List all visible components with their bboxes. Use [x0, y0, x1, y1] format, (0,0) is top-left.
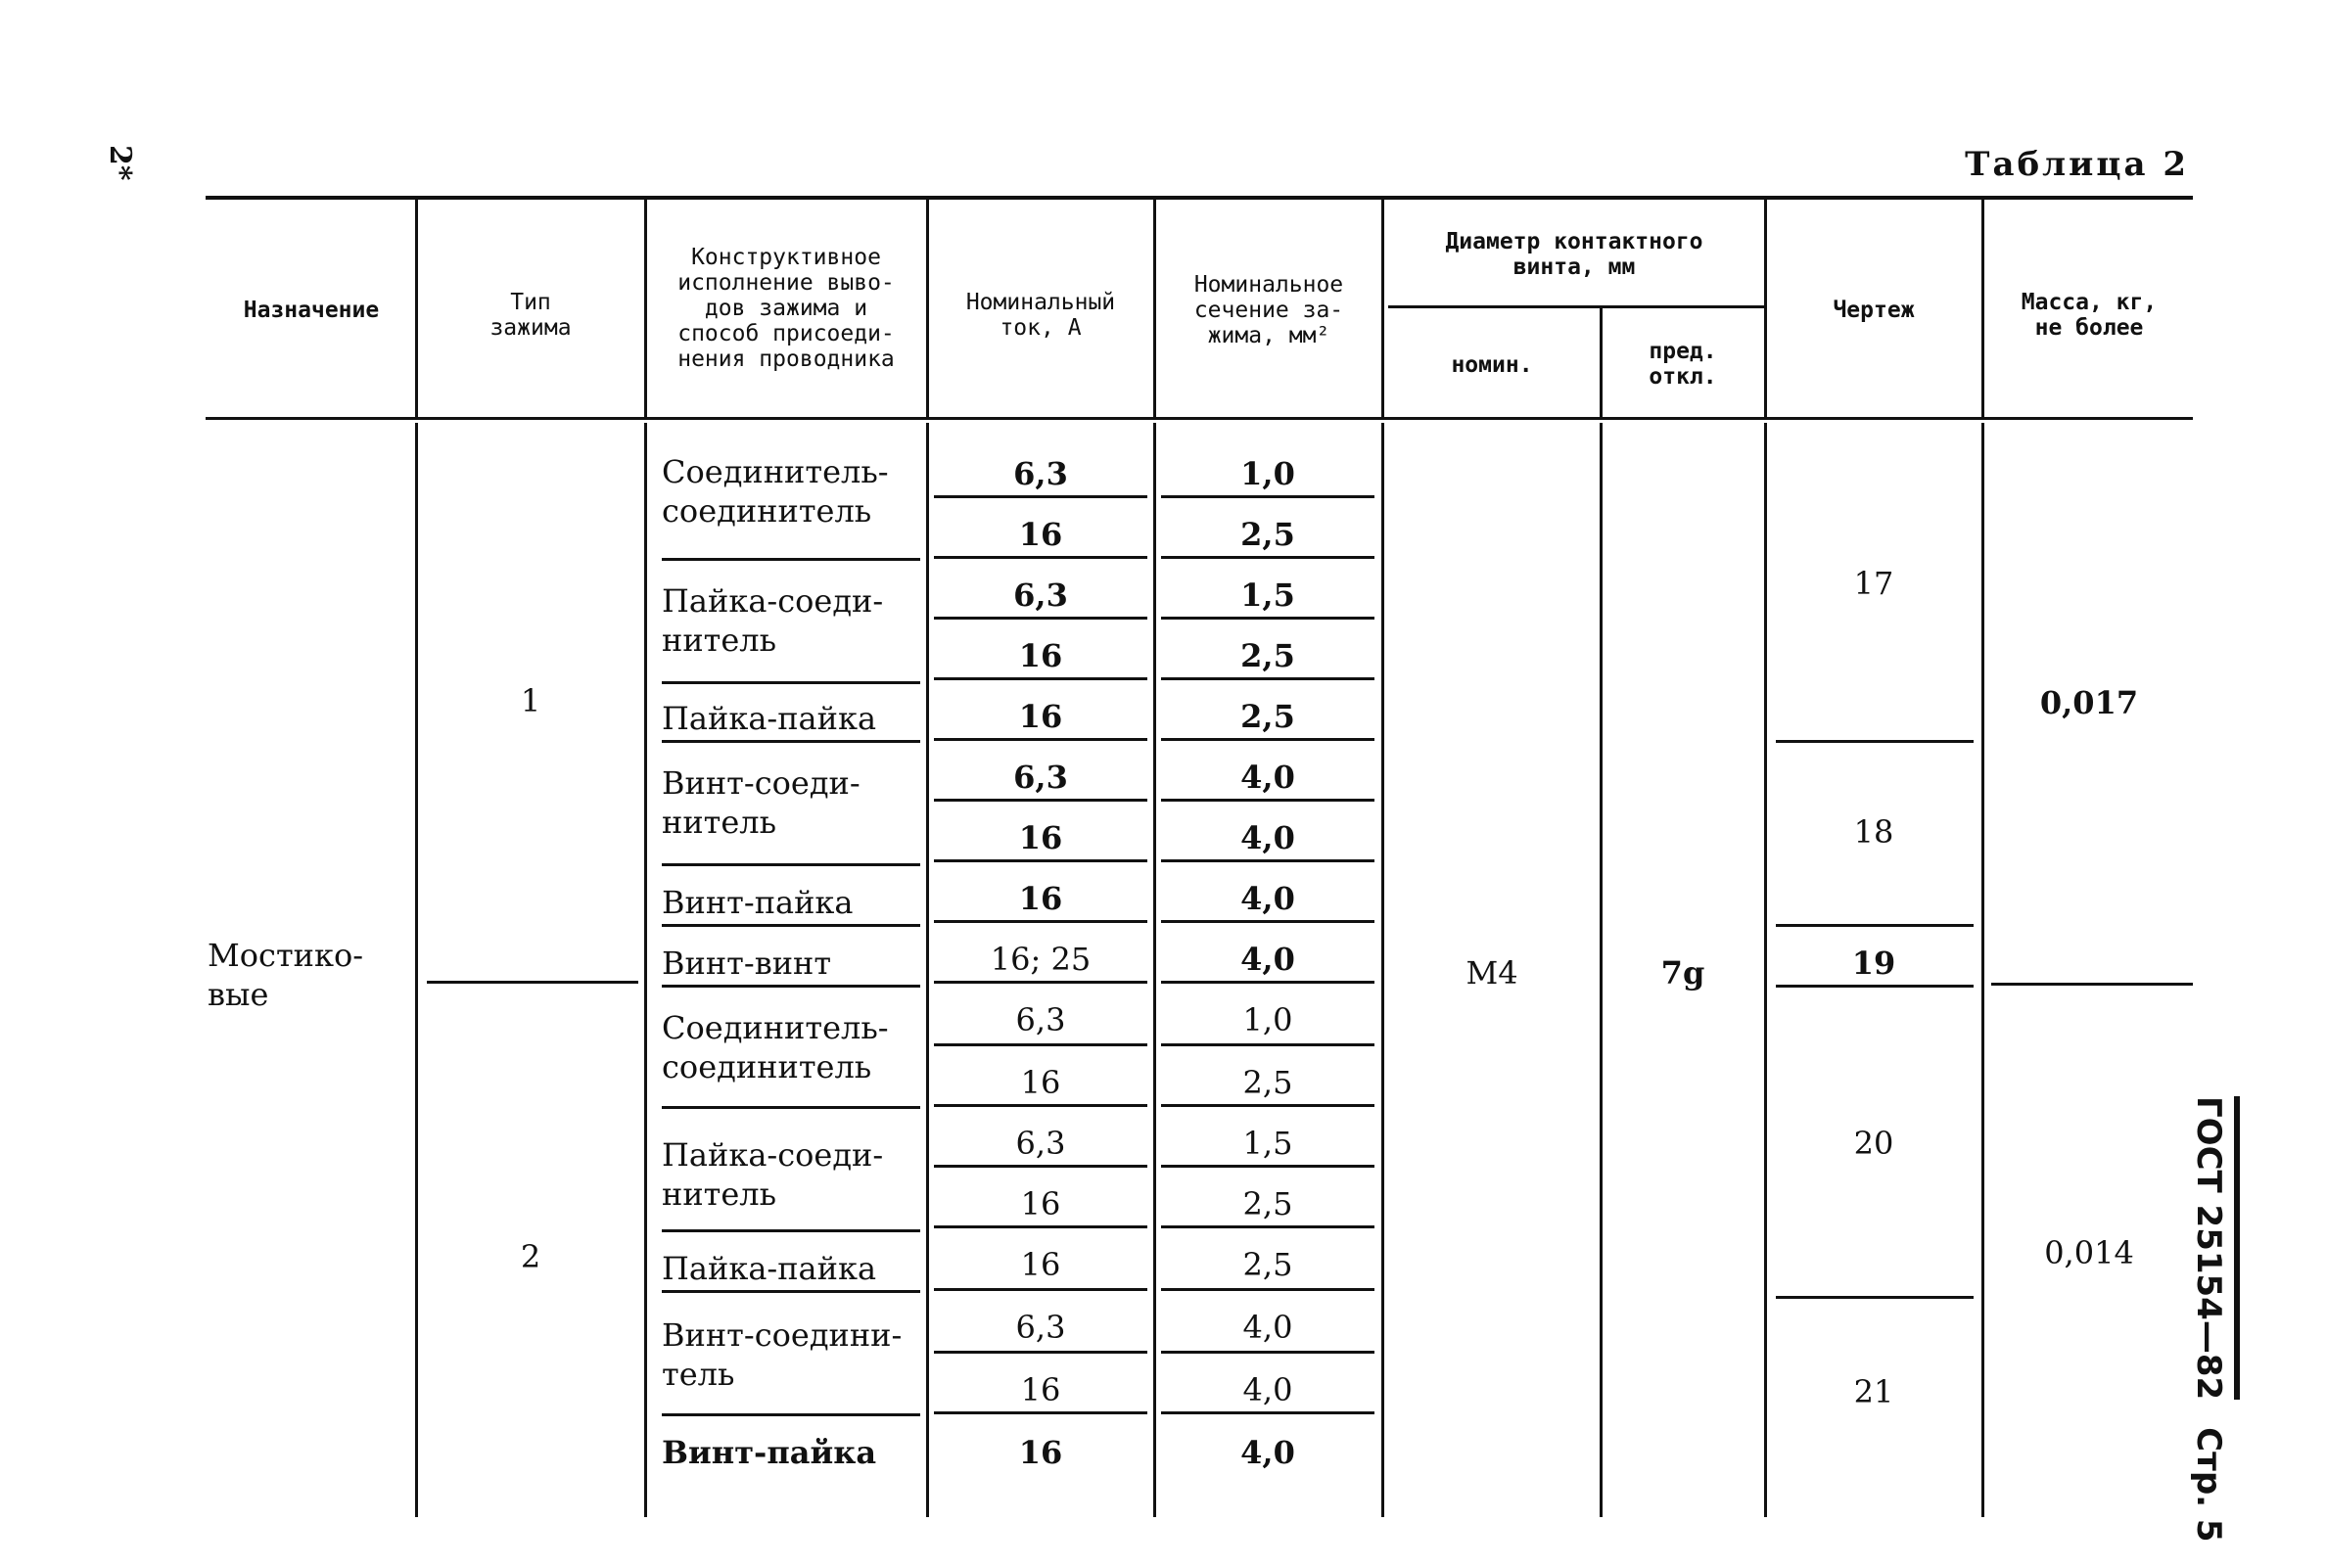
type-separator	[427, 981, 638, 984]
current-cell: 6,3	[1013, 455, 1068, 492]
col-divider-1	[415, 200, 418, 417]
section-cell: 4,0	[1242, 1309, 1293, 1346]
body-divider-3	[926, 423, 929, 1517]
drawing-separator	[1776, 924, 1974, 927]
row-separator	[1161, 799, 1374, 802]
row-separator	[934, 859, 1147, 862]
construction-cell: Соединитель- соединитель	[662, 1009, 889, 1085]
section-cell: 1,5	[1240, 576, 1295, 614]
row-separator	[934, 981, 1147, 984]
row-separator	[1161, 1165, 1374, 1168]
row-separator	[1161, 1225, 1374, 1228]
row-separator	[934, 1225, 1147, 1228]
type-1-cell: 1	[520, 682, 541, 719]
section-cell: 4,0	[1240, 759, 1295, 796]
col-header-mass: Масса, кг, не более	[2021, 290, 2158, 341]
tolerance-cell: 7g	[1660, 954, 1705, 992]
drawing-cell: 18	[1853, 813, 1894, 851]
construction-separator	[662, 1413, 920, 1416]
construction-cell: Пайка-пайка	[662, 700, 877, 737]
diameter-subheader-rule	[1388, 305, 1764, 308]
col-header-tolerance: пред. откл.	[1649, 339, 1717, 390]
row-separator	[934, 1043, 1147, 1046]
col-divider-8	[1981, 200, 1984, 417]
page-mark: 2*	[103, 145, 137, 181]
drawing-cell: 19	[1851, 945, 1896, 982]
construction-cell: Пайка-соеди- нитель	[662, 582, 884, 659]
row-separator	[1161, 556, 1374, 559]
current-cell: 16	[1018, 819, 1063, 856]
section-cell: 4,0	[1240, 819, 1295, 856]
current-cell: 16	[1020, 1246, 1061, 1283]
body-divider-1	[415, 423, 418, 1517]
current-cell: 6,3	[1015, 1001, 1066, 1038]
col-header-nominal: номин.	[1451, 352, 1533, 378]
section-cell: 4,0	[1240, 880, 1295, 917]
construction-separator	[662, 985, 920, 988]
construction-cell: Пайка-соеди- нитель	[662, 1136, 884, 1213]
construction-cell: Винт-винт	[662, 945, 832, 982]
section-cell: 1,0	[1240, 455, 1295, 492]
section-cell: 4,0	[1242, 1371, 1293, 1408]
row-separator	[934, 677, 1147, 680]
body-divider-4	[1153, 423, 1156, 1517]
construction-separator	[662, 558, 920, 561]
row-separator	[1161, 617, 1374, 620]
construction-cell: Винт-пайка	[662, 884, 854, 921]
drawing-cell: 21	[1853, 1373, 1894, 1410]
row-separator	[1161, 981, 1374, 984]
col-divider-2	[644, 200, 647, 417]
row-separator	[934, 799, 1147, 802]
mass-cell: 0,014	[2044, 1234, 2134, 1271]
section-cell: 2,5	[1240, 698, 1295, 735]
section-cell: 1,0	[1242, 1001, 1293, 1038]
construction-separator	[662, 1106, 920, 1109]
construction-cell: Пайка-пайка	[662, 1250, 877, 1287]
drawing-separator	[1776, 1296, 1974, 1299]
row-separator	[934, 1104, 1147, 1107]
construction-cell: Винт-соедини- тель	[662, 1316, 903, 1393]
table-top-rule	[206, 196, 2193, 200]
col-header-naznachenie: Назначение	[243, 298, 380, 323]
gost-number: ГОСТ 25154—82	[2189, 1096, 2240, 1400]
current-cell: 6,3	[1015, 1125, 1066, 1162]
section-cell: 4,0	[1240, 941, 1295, 978]
col-header-type: Тип зажима	[489, 290, 572, 341]
construction-separator	[662, 1290, 920, 1293]
section-cell: 2,5	[1240, 516, 1295, 553]
body-divider-6	[1600, 423, 1603, 1517]
nominal-diameter-cell: М4	[1465, 954, 1518, 992]
current-cell: 16	[1018, 516, 1063, 553]
construction-separator	[662, 1229, 920, 1232]
col-header-section: Номинальное сечение за- жима, мм²	[1193, 272, 1344, 348]
drawing-cell: 17	[1853, 565, 1894, 602]
row-separator	[1161, 859, 1374, 862]
row-separator	[1161, 1411, 1374, 1414]
section-cell: 2,5	[1242, 1185, 1293, 1222]
row-separator	[1161, 1104, 1374, 1107]
mass-separator	[1991, 983, 2193, 986]
construction-separator	[662, 863, 920, 866]
current-cell: 6,3	[1013, 576, 1068, 614]
current-cell: 6,3	[1015, 1309, 1066, 1346]
current-cell: 16	[1020, 1185, 1061, 1222]
row-separator	[1161, 1288, 1374, 1291]
col-divider-7	[1764, 200, 1767, 417]
construction-cell: Винт-соеди- нитель	[662, 764, 861, 841]
body-divider-8	[1981, 423, 1984, 1517]
construction-cell: Соединитель- соединитель	[662, 453, 889, 530]
row-separator	[934, 1411, 1147, 1414]
row-separator	[934, 1288, 1147, 1291]
row-separator	[1161, 495, 1374, 498]
section-cell: 1,5	[1242, 1125, 1293, 1162]
purpose-cell: Мостико- вые	[208, 937, 364, 1013]
type-2-cell: 2	[520, 1238, 541, 1275]
row-separator	[934, 1165, 1147, 1168]
section-cell: 2,5	[1242, 1064, 1293, 1101]
body-divider-2	[644, 423, 647, 1517]
construction-separator	[662, 740, 920, 743]
page-number: Стр. 5	[2189, 1427, 2228, 1543]
row-separator	[934, 920, 1147, 923]
table-caption: Таблица 2	[1965, 145, 2189, 184]
drawing-separator	[1776, 740, 1974, 743]
current-cell: 16	[1018, 698, 1063, 735]
current-cell: 6,3	[1013, 759, 1068, 796]
current-cell: 16	[1020, 1371, 1061, 1408]
row-separator	[1161, 1351, 1374, 1354]
col-divider-4	[1153, 200, 1156, 417]
col-divider-3	[926, 200, 929, 417]
drawing-cell: 20	[1853, 1125, 1894, 1162]
row-separator	[1161, 677, 1374, 680]
construction-separator	[662, 924, 920, 927]
row-separator	[934, 1351, 1147, 1354]
col-header-drawing: Чертеж	[1833, 298, 1915, 323]
section-cell: 2,5	[1242, 1246, 1293, 1283]
current-cell: 16	[1018, 880, 1063, 917]
current-cell: 16	[1020, 1064, 1061, 1101]
section-cell: 4,0	[1240, 1434, 1295, 1471]
row-separator	[934, 738, 1147, 741]
drawing-separator	[1776, 985, 1974, 988]
body-divider-5	[1381, 423, 1384, 1517]
section-cell: 2,5	[1240, 637, 1295, 674]
construction-cell: Винт-пайка	[662, 1434, 877, 1471]
col-divider-5	[1381, 200, 1384, 417]
col-header-construction: Конструктивное исполнение выво- дов зажима и способ присоеди- нения проводника	[677, 245, 895, 372]
row-separator	[934, 617, 1147, 620]
current-cell: 16	[1018, 1434, 1063, 1471]
col-divider-6	[1600, 307, 1603, 417]
col-header-current: Номинальный ток, А	[965, 290, 1116, 341]
side-running-head	[2189, 1096, 2240, 1543]
row-separator	[1161, 738, 1374, 741]
row-separator	[934, 556, 1147, 559]
mass-cell: 0,017	[2039, 684, 2139, 721]
body-divider-7	[1764, 423, 1767, 1517]
current-cell: 16	[1018, 637, 1063, 674]
header-bottom-rule	[206, 417, 2193, 420]
row-separator	[934, 495, 1147, 498]
row-separator	[1161, 920, 1374, 923]
row-separator	[1161, 1043, 1374, 1046]
current-cell: 16; 25	[990, 941, 1092, 978]
construction-separator	[662, 681, 920, 684]
col-header-diameter: Диаметр контактного винта, мм	[1445, 229, 1703, 280]
